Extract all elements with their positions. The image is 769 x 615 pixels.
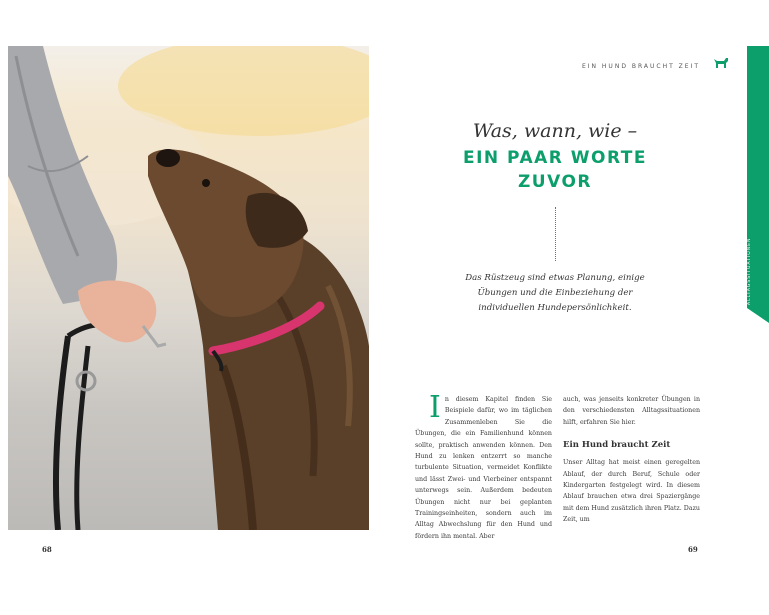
drop-cap: I (429, 390, 441, 425)
page-number-right: 69 (688, 545, 698, 554)
dotted-divider (555, 207, 556, 261)
chapter-title-bold-line2: ZUVOR (517, 172, 593, 192)
dog-icon (712, 55, 730, 69)
chapter-title-bold-line1: EIN PAAR WORTE (462, 148, 648, 168)
page-number-left: 68 (42, 545, 52, 554)
chapter-title-italic: Was, wann, wie – (472, 120, 638, 142)
body-column-2 (563, 394, 700, 526)
body-text-2: auch, was jenseits konkreter Übungen in den verschiedensten Alltagssituationen hilft, erfahren Sie hier. (563, 396, 700, 426)
body-text-1: n diesem Kapitel finden Sie Beispiele dafür, wo im täglichen Zusammenleben Sie die Übungen, die ein Familienhund können sollte, praktisch anwenden können. Den Hund zu lenken entzerrt so manche turbulente Situation, vermeidet Konflikte und lässt Zwei- und Vierbeiner entspannt unterwegs sein. Außerdem bedeuten Übungen nicht nur bei geplanten Trainingseinheiten, sondern auch im Alltag Abwechslung für den Hund und fördern ihn mental. Aber (415, 396, 552, 540)
intro-text: Das Rüstzeug sind etwas Planung, einige Übungen und die Einbeziehung der individuellen Hundepersönlichkeit. (465, 273, 645, 313)
body-column-1 (415, 390, 552, 542)
running-head: EIN HUND BRAUCHT ZEIT (581, 63, 700, 70)
dog-photo (8, 46, 369, 530)
body-text-3: Unser Alltag hat meist einen geregelten Ablauf, der durch Beruf, Schule oder Kindergarten festgelegt wird. In diesem Ablauf brauchen etwa drei Spaziergänge mit dem Hund zusätzlich ihren Platz. Dazu Zeit, um (563, 459, 700, 524)
side-tab-label: ALLTAGSSITUATIONEN (747, 237, 752, 305)
subheading: Ein Hund braucht Zeit (563, 440, 671, 451)
chapter-title-bold (430, 146, 680, 194)
